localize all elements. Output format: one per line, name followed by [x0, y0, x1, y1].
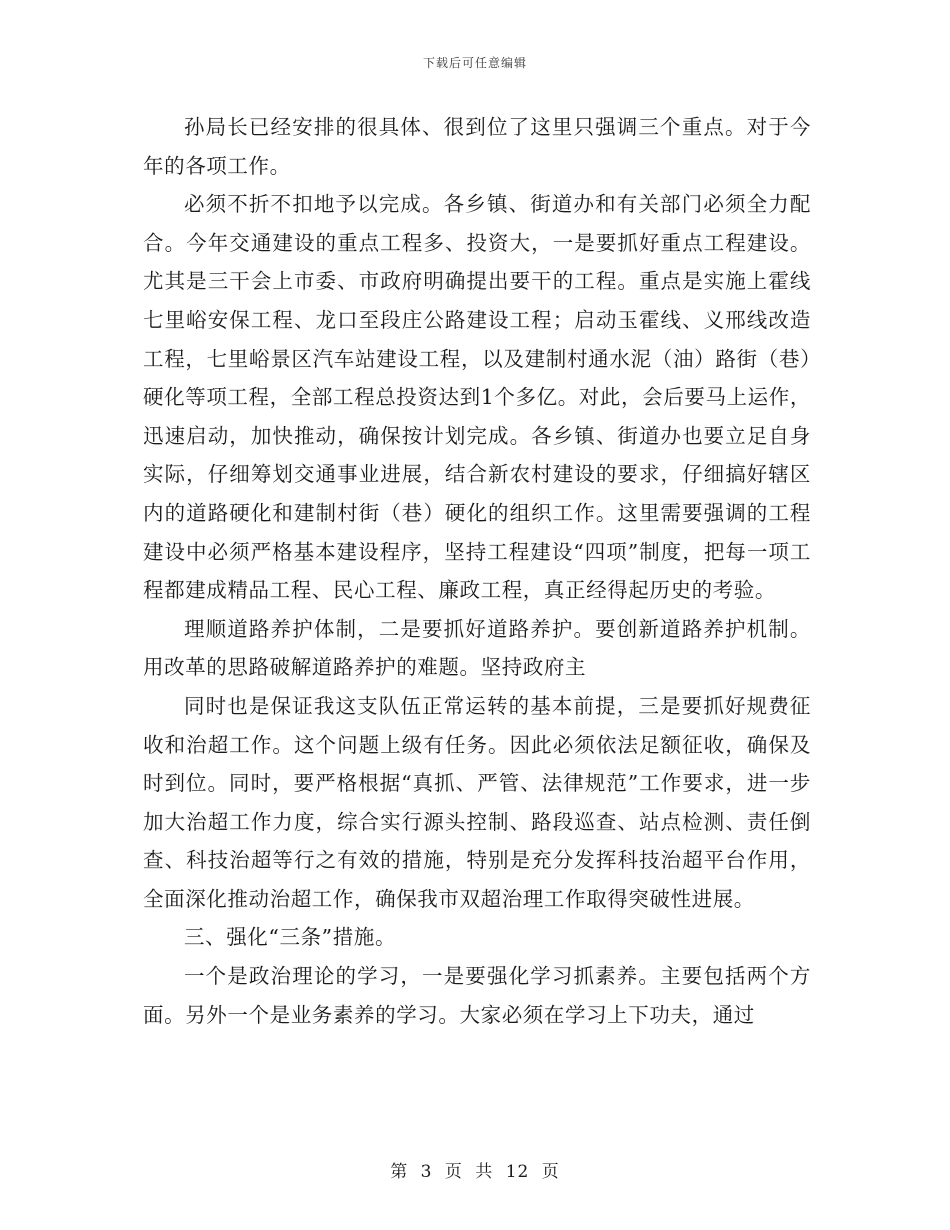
page-footer: 第 3 页 共 12 页 — [390, 1162, 560, 1182]
paragraph-4: 同时也是保证我这支队伍正常运转的基本前提，三是要抓好规费征收和治超工作。这个问题上级有任务。因此必须依法足额征收，确保及时到位。同时，要严格根据“真抓、严管、法律规范”工作要求，进一步加大治超工作力度，综合实行源头控制、路段巡查、站点检测、责任倒查、科技治超等行之有效的措施，特别是充分发挥科技治超平台作用，全面深化推动治超工作，确保我市双超治理工作取得突破性进展。 — [143, 693, 811, 911]
page-header: 下载后可任意编辑 — [422, 56, 527, 70]
paragraph-3: 理顺道路养护体制，二是要抓好道路养护。要创新道路养护机制。用改革的思路破解道路养护的难题。坚持政府主 — [143, 616, 811, 680]
paragraph-2: 必须不折不扣地予以完成。各乡镇、街道办和有关部门必须全力配合。今年交通建设的重点工程多、投资大，一是要抓好重点工程建设。尤其是三干会上市委、市政府明确提出要干的工程。重点是实施上霍线七里峪安保工程、龙口至段庄公路建设工程；启动玉霍线、义邢线改造工程，七里峪景区汽车站建设工程，以及建制村通水泥（油）路街（巷）硬化等项工程，全部工程总投资达到1个多亿。对此，会后要马上运作，迅速启动，加快推动，确保按计划完成。各乡镇、街道办也要立足自身实际，仔细筹划交通事业进展，结合新农村建设的要求，仔细搞好辖区内的道路硬化和建制村街（巷）硬化的组织工作。这里需要强调的工程建设中必须严格基本建设程序，坚持工程建设“四项”制度，把每一项工程都建成精品工程、民心工程、廉政工程，真正经得起历史的考验。 — [143, 192, 811, 603]
paragraph-1: 孙局长已经安排的很具体、很到位了这里只强调三个重点。对于今年的各项工作。 — [143, 115, 811, 178]
paragraph-6: 一个是政治理论的学习，一是要强化学习抓素养。主要包括两个方面。另外一个是业务素养的学习。大家必须在学习上下功夫，通过 — [143, 964, 811, 1027]
document-body — [143, 108, 811, 1034]
paragraph-5: 三、强化“三条”措施。 — [184, 925, 397, 950]
